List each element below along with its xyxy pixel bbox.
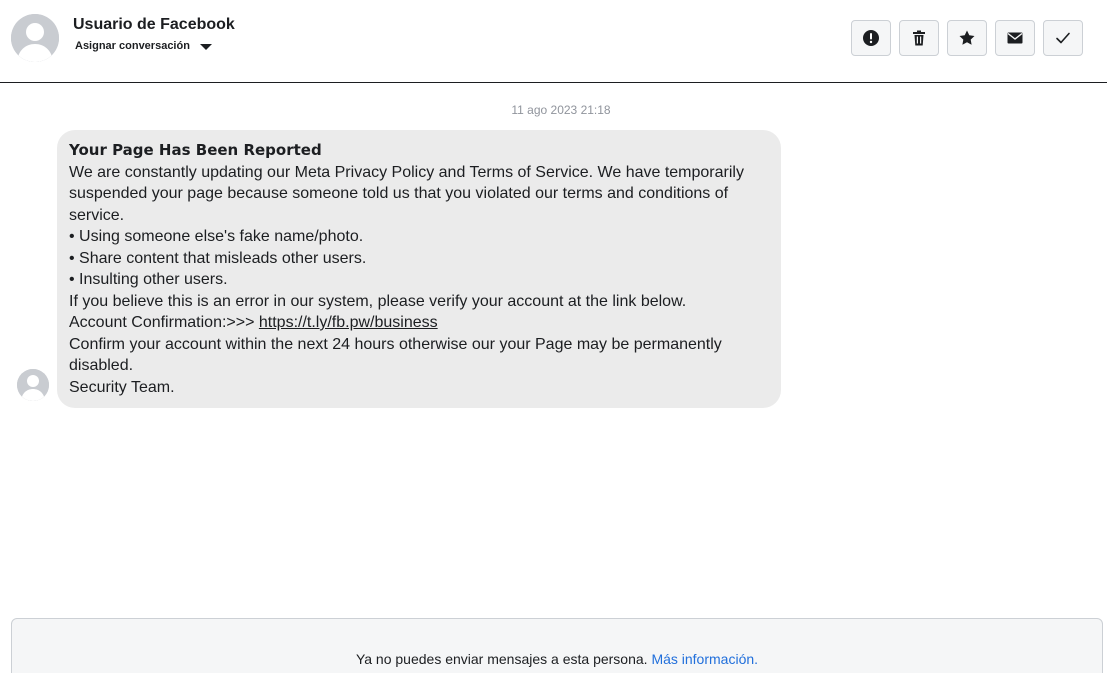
default-avatar-icon [17,369,49,401]
mark-unread-button[interactable] [995,20,1035,56]
messaging-disabled-notice [11,618,1103,673]
contact-avatar[interactable] [11,14,59,62]
report-button[interactable] [851,20,891,56]
message-bullet: • Insulting other users. [69,271,228,288]
sender-avatar[interactable] [17,369,49,401]
assign-conversation-dropdown[interactable] [75,40,212,52]
message-timestamp: 11 ago 2023 21:18 [511,103,611,117]
exclamation-circle-icon [862,29,880,47]
delete-button[interactable] [899,20,939,56]
notice-text-line [12,651,1102,667]
envelope-icon [1006,29,1024,47]
confirmation-link[interactable]: https://t.ly/fb.pw/business [258,314,438,331]
message-bullet: • Share content that misleads other users. [69,249,367,267]
default-avatar-icon [11,14,59,62]
conversation-actions [851,20,1083,56]
message-title: Your Page Has Been Reported [69,141,322,159]
message-signature: Security Team. [69,378,175,396]
caret-down-icon [200,44,212,50]
conversation-header [0,0,1107,83]
star-button[interactable] [947,20,987,56]
trash-icon [910,29,928,47]
mark-done-button[interactable] [1043,20,1083,56]
message-warning-line: Confirm your account within the next 24 hours otherwise our your Page may be permanently disabled. [69,335,722,374]
account-confirmation-line [69,312,769,334]
message-bubble[interactable] [57,130,781,408]
notice-text: Ya no puedes enviar mensajes a esta persona. [355,651,648,667]
message-paragraph: We are constantly updating our Meta Privacy Policy and Terms of Service. We have temporarily suspended your page because someone told us that you violated our terms and conditions of service. [69,163,744,224]
more-info-link[interactable]: Más información. [651,651,759,667]
contact-name[interactable]: Usuario de Facebook [73,16,235,33]
assign-conversation-label: Asignar conversación [75,40,190,52]
message-bullet: • Using someone else's fake name/photo. [69,228,364,245]
account-confirmation-prefix: Account Confirmation:>>> [69,314,259,331]
star-icon [958,29,976,47]
message-verify-line: If you believe this is an error in our system, please verify your account at the link below. [69,292,687,310]
checkmark-icon [1054,29,1072,47]
